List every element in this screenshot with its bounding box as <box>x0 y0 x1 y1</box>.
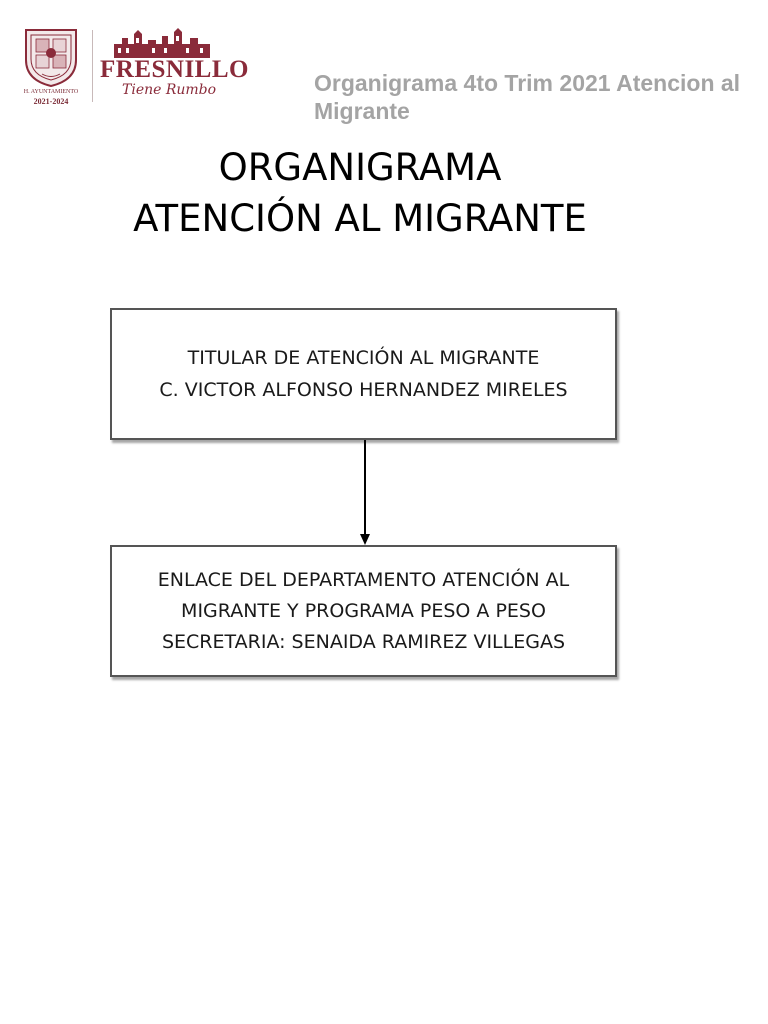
arrow-down-icon <box>355 440 375 546</box>
seal-caption-line1: H. AYUNTAMIENTO <box>23 89 79 95</box>
city-skyline-icon <box>112 24 212 60</box>
org-box-titular-role: TITULAR DE ATENCIÓN AL MIGRANTE <box>187 347 540 369</box>
logo-divider <box>92 30 93 102</box>
seal-caption <box>18 88 84 106</box>
brand-tagline: Tiene Rumbo <box>122 82 217 98</box>
brand-name: FRESNILLO <box>100 56 249 83</box>
municipal-seal-icon <box>22 24 80 88</box>
page-title <box>60 142 660 244</box>
org-box-enlace-line1: ENLACE DEL DEPARTAMENTO ATENCIÓN AL <box>157 568 570 591</box>
org-box-enlace <box>110 545 617 677</box>
org-box-enlace-line2: MIGRANTE Y PROGRAMA PESO A PESO <box>181 599 546 622</box>
seal-caption-line2: 2021-2024 <box>33 97 69 106</box>
document-caption: Organigrama 4to Trim 2021 Atencion al Migrante <box>314 70 741 124</box>
page-title-line2: ATENCIÓN AL MIGRANTE <box>133 197 587 240</box>
org-box-enlace-line3: SECRETARIA: SENAIDA RAMIREZ VILLEGAS <box>161 630 566 653</box>
org-box-titular <box>110 308 617 440</box>
org-box-titular-name: C. VICTOR ALFONSO HERNANDEZ MIRELES <box>159 379 568 401</box>
page-title-line1: ORGANIGRAMA <box>218 146 502 189</box>
